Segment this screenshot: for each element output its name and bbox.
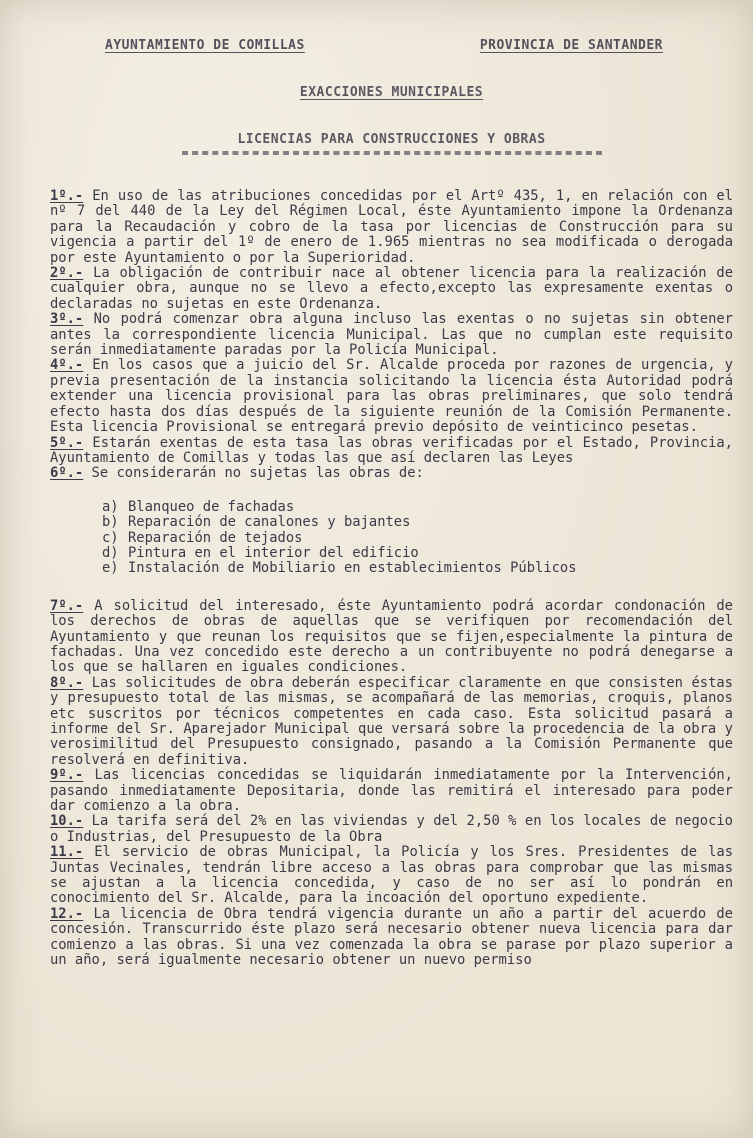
article-text: Se considerarán no sujetas las obras de: bbox=[91, 465, 424, 482]
article bbox=[50, 907, 733, 969]
article-text: Las solicitudes de obra deberán especificar claramente en que consisten éstas y presupuesto total de las mismas, se acompañará de las memorias, croquis, planos etc suscritos por técnicos competentes en cada caso. Esta solicitud pasará a informe del Sr. Aparejador Municipal que versará sobre la procedencia de la obra y verosimilitud del Presupuesto consignado, pasando a la Comisión Permanente que resolverá en definitiva. bbox=[50, 674, 733, 768]
document-title: LICENCIAS PARA CONSTRUCCIONES Y OBRAS bbox=[237, 132, 546, 147]
article-number: 11.- bbox=[50, 844, 84, 861]
article bbox=[50, 436, 733, 467]
article-number: 7º.- bbox=[50, 597, 84, 614]
list-item bbox=[102, 515, 733, 530]
article-text: Las licencias concedidas se liquidarán inmediatamente por la Intervención, pasando inmediatamente Depositaria, donde las remitirá el interesado para poder dar comienzo a la obra. bbox=[50, 767, 733, 815]
list-text: Blanqueo de fachadas bbox=[128, 498, 295, 515]
article bbox=[50, 358, 733, 435]
list-letter: d) bbox=[102, 544, 119, 561]
article bbox=[50, 312, 733, 358]
document-title-block bbox=[50, 132, 733, 155]
article-number: 6º.- bbox=[50, 465, 84, 482]
article-text: No podrá comenzar obra alguna incluso las exentas o no sujetas sin obtener antes la correspondiente licencia Municipal. Las que no cumplan este requisito serán inmediatamente paradas por la Policía Municipal. bbox=[50, 311, 733, 359]
article bbox=[50, 189, 733, 266]
list-item bbox=[102, 531, 733, 546]
article bbox=[50, 266, 733, 312]
document-subtitle: EXACCIONES MUNICIPALES bbox=[299, 85, 484, 100]
list-item bbox=[102, 561, 733, 576]
article-number: 2º.- bbox=[50, 265, 84, 282]
list-letter: c) bbox=[102, 529, 119, 546]
list-letter: e) bbox=[102, 560, 119, 577]
letterhead bbox=[50, 38, 733, 53]
article-number: 12.- bbox=[50, 905, 84, 922]
list-letter: a) bbox=[102, 498, 119, 515]
list-text: Reparación de canalones y bajantes bbox=[128, 514, 411, 531]
article-text: Estarán exentas de esta tasa las obras verificadas por el Estado, Provincia, Ayuntamiento de Comillas y todas las que así declaren las Leyes bbox=[50, 434, 733, 466]
article bbox=[50, 768, 733, 814]
article-number: 1º.- bbox=[50, 188, 84, 204]
article-number: 5º.- bbox=[50, 434, 84, 451]
list-item bbox=[102, 546, 733, 561]
article-text: En los casos que a juicio del Sr. Alcalde proceda por razones de urgencia, y previa presentación de la instancia solicitando la licencia ésta Autoridad podrá extender una licencia provisional para las obras preliminares, que solo tendrá efecto hasta dos días después de la siguiente reunión de la Comisión Permanente. Esta licencia Provisional se entregará previo depósito de veinticinco pesetas. bbox=[50, 357, 733, 436]
articles-section-b bbox=[50, 599, 733, 969]
article-text: El servicio de obras Municipal, la Policía y los Sres. Presidentes de las Juntas Vecinales, tendrán libre acceso a las obras para comprobar que las mismas se ajustan a la licencia concedida, y caso de no ser así lo pondrán en conocimiento del Sr. Alcalde, para la incoación del oportuno expediente. bbox=[50, 844, 733, 907]
article bbox=[50, 814, 733, 845]
article bbox=[50, 466, 733, 481]
article-text: La obligación de contribuir nace al obtener licencia para la realización de cualquier obra, aunque no se llevo a efecto,excepto las expresamente exentas o declaradas no sujetas en este Ordenanza. bbox=[50, 265, 734, 312]
list-text: Pintura en el interior del edificio bbox=[128, 544, 419, 561]
article-number: 9º.- bbox=[50, 767, 84, 784]
article-number: 3º.- bbox=[50, 311, 84, 328]
article-text: La tarifa será del 2% en las viviendas y del 2,50 % en los locales de negocio o Industrias, del Presupuesto de la Obra bbox=[50, 813, 733, 845]
article bbox=[50, 676, 733, 768]
articles-section-a bbox=[50, 189, 733, 482]
article-number: 8º.- bbox=[50, 674, 84, 691]
province-name: PROVINCIA DE SANTANDER bbox=[479, 38, 663, 53]
article-number: 4º.- bbox=[50, 357, 84, 374]
article-text: A solicitud del interesado, éste Ayuntamiento podrá acordar condonación de los derechos de obras de aquellas que se verifiquen por recomendación del Ayuntamiento y que reunan los requisitos que se fijen,especialmente la pintura de fachadas. Una vez concedido este derecho a un contribuyente no podrá denegarse a los que se hallaren en iguales condiciones. bbox=[50, 597, 733, 676]
exemptions-list bbox=[102, 500, 733, 577]
article bbox=[50, 845, 733, 907]
list-text: Instalación de Mobiliario en establecimientos Públicos bbox=[128, 560, 577, 577]
article-text: La licencia de Obra tendrá vigencia durante un año a partir del acuerdo de concesión. Transcurrido éste plazo será necesario obtener nueva licencia para dar comienzo a las obras. Si una vez comenzada la obra se parase por plazo superior a un año, será igualmente necesario obtener un nuevo permiso bbox=[50, 905, 733, 969]
list-item bbox=[102, 500, 733, 515]
title-rule bbox=[182, 151, 602, 155]
list-text: Reparación de tejados bbox=[128, 529, 303, 546]
article-text: En uso de las atribuciones concedidas por el Artº 435, 1, en relación con el nº 7 del 440 de la Ley del Régimen Local, éste Ayuntamiento impone la Ordenanza para la Recaudación y cobro de la tasa por licencias de Construcción para su vigencia a partir del 1º de enero de 1.965 mientras no sea modificada o derogada por este Ayuntamiento o por la Superioridad. bbox=[50, 188, 733, 266]
article bbox=[50, 599, 733, 676]
ordinance-body bbox=[50, 189, 733, 969]
list-letter: b) bbox=[102, 514, 119, 531]
municipality-name: AYUNTAMIENTO DE COMILLAS bbox=[105, 38, 305, 53]
article-number: 10.- bbox=[50, 813, 84, 830]
